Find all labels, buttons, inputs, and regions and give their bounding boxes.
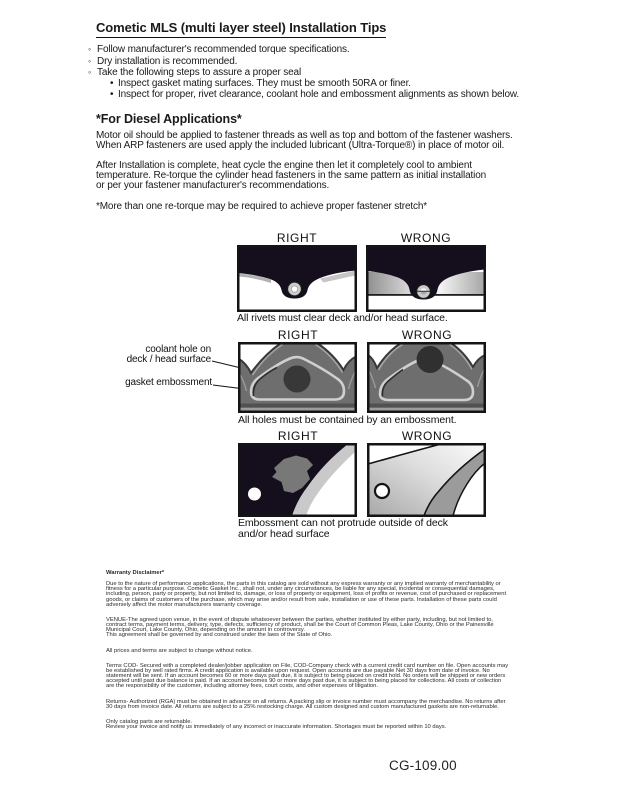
label-line: coolant hole on bbox=[145, 344, 211, 355]
filled-bullet-icon: • bbox=[110, 78, 114, 90]
warranty-line: including, person, party or property, but not limited to, damage, or loss of property or equipment, loss of profits or revenue, cost of purchased or replacement bbox=[106, 591, 507, 598]
warranty-line: Due to the nature of performance applications, the parts in this catalog are sold without any express warranty or any implied warranty of merchantability or bbox=[106, 581, 501, 588]
warranty-paragraph bbox=[106, 664, 530, 690]
right-label: RIGHT bbox=[276, 231, 318, 245]
warranty-line: be established by well rated firms. A credit application is available upon request. Open accounts are due payable Net 30 days from date of invoice. No bbox=[106, 667, 490, 674]
label-line: gasket embossment bbox=[125, 377, 212, 388]
wrong-label: WRONG bbox=[400, 231, 452, 245]
list-item-text: Inspect for proper, rivet clearance, coolant hole and embossment alignments as shown below. bbox=[118, 88, 520, 100]
paragraph bbox=[96, 202, 513, 212]
protrusion-wrong-diagram bbox=[367, 443, 486, 517]
rivet-right-svg bbox=[237, 245, 357, 312]
rivet-right-diagram bbox=[237, 245, 357, 312]
open-bullet-icon: ◦ bbox=[88, 44, 92, 54]
warranty-paragraph bbox=[106, 618, 530, 639]
warranty-line: Review your invoice and notify us immediately of any incorrect or inaccurate information. Shortages must be reported within 10 days. bbox=[106, 723, 447, 730]
paragraph-line: *More than one re-torque may be required to achieve proper fastener stretch* bbox=[96, 200, 428, 212]
warranty-line: All prices and terms are subject to change without notice. bbox=[106, 647, 253, 654]
protrusion-right-diagram bbox=[238, 443, 357, 517]
embossment-right-diagram bbox=[238, 342, 357, 413]
diagram-caption: All rivets must clear deck and/or head surface. bbox=[237, 312, 448, 324]
coolant-hole bbox=[417, 346, 444, 373]
sub-list-item bbox=[110, 90, 519, 101]
page-title-text: Cometic MLS (multi layer steel) Installation Tips bbox=[96, 20, 386, 38]
warranty-heading: Warranty Disclaimer* bbox=[106, 570, 165, 576]
paragraph-line: When ARP fasteners are used apply the included lubricant (Ultra-Torque®) in place of motor oil. bbox=[96, 140, 505, 152]
rivet-wrong-svg bbox=[366, 245, 486, 312]
warranty-disclaimer bbox=[106, 571, 530, 740]
warranty-line: fitness for a particular purpose. Cometic Gasket Inc., shall not, under any circumstances, be liable for any special, incidental or consequential damages, bbox=[106, 586, 495, 593]
open-bullet-icon: ◦ bbox=[88, 55, 92, 66]
bolt-hole bbox=[248, 488, 261, 501]
right-label: RIGHT bbox=[277, 429, 319, 443]
warranty-paragraph bbox=[106, 720, 530, 730]
warranty-paragraph bbox=[106, 582, 530, 608]
rivet-wrong-diagram bbox=[366, 245, 486, 312]
paragraph-line: temperature. Re-torque the cylinder head fasteners in the same pattern as initial installation bbox=[96, 170, 487, 182]
paragraph-line: Motor oil should be applied to fastener threads as well as top and bottom of the fastener washers. bbox=[96, 130, 513, 142]
section-heading: *For Diesel Applications* bbox=[96, 112, 242, 126]
warranty-line: Terms COD- Secured with a completed dealer/jobber application on File, COD-Company check with a current credit card number on file. Open accounts may bbox=[106, 662, 509, 669]
coolant-hole bbox=[284, 366, 311, 393]
diagram-caption: All holes must be contained by an embossment. bbox=[238, 414, 457, 426]
warranty-line: contract terms, payment terms, delivery, type, defects, sufficiency of product, shall be the Court of Common Pleas, Lake County, Ohio or the Painesville bbox=[106, 622, 494, 629]
protrusion-right-svg bbox=[238, 443, 357, 517]
filled-bullet-icon: • bbox=[110, 88, 114, 100]
list-item-text: Take the following steps to assure a proper seal bbox=[97, 67, 302, 79]
paragraph-line: After Installation is complete, heat cycle the engine then let it completely cool to ambient bbox=[96, 160, 472, 172]
paragraph-line: or per your fastener manufacturer's recommendations. bbox=[96, 180, 330, 192]
bolt-hole bbox=[375, 484, 389, 498]
warranty-line: This agreement shall be governed by and construed under the laws of the State of Ohio. bbox=[106, 632, 333, 639]
warranty-line: Only catalog parts are returnable. bbox=[106, 718, 193, 725]
warranty-line: 30 days from invoice date. All returns are subject to a 25% restocking charge. All custom designed and custom manufactured gaskets are non-returnable. bbox=[106, 703, 499, 710]
embossment-wrong-diagram bbox=[367, 342, 486, 413]
installation-tips-list bbox=[88, 44, 519, 101]
right-label: RIGHT bbox=[277, 328, 319, 342]
embossment-wrong-svg bbox=[367, 342, 486, 413]
paragraph bbox=[96, 131, 513, 151]
list-item bbox=[88, 56, 519, 68]
diesel-section bbox=[96, 114, 513, 222]
paragraph bbox=[96, 161, 513, 191]
document-code: CG-109.00 bbox=[389, 758, 457, 773]
diagram-caption bbox=[238, 518, 448, 540]
label-line: deck / head surface bbox=[126, 354, 211, 366]
warranty-paragraph bbox=[106, 700, 530, 710]
caption-line: and/or head surface bbox=[238, 528, 330, 540]
list-item-text: Inspect gasket mating surfaces. They must be smooth 50RA or finer. bbox=[118, 78, 411, 90]
warranty-line: VENUE-The agreed upon venue, in the event of dispute whatsoever between the parties, whether instituted by either party, including, but not limited to, bbox=[106, 616, 493, 623]
warranty-paragraph bbox=[106, 649, 530, 654]
warranty-line: goods, or claims of customers of the purchase, which may arise and/or result from sale, installation or use of these parts. Installation of these parts could bbox=[106, 596, 497, 603]
page-title bbox=[96, 20, 386, 38]
warranty-line: Municipal Court, Lake County, Ohio, depending on the amount in controversy. bbox=[106, 627, 305, 634]
warranty-line: adversely affect the motor manufacturers warranty coverage. bbox=[106, 601, 263, 608]
list-item-text: Follow manufacturer's recommended torque specifications. bbox=[97, 44, 350, 55]
caption-line: Embossment can not protrude outside of deck bbox=[238, 517, 448, 529]
wrong-label: WRONG bbox=[401, 328, 453, 342]
wrong-label: WRONG bbox=[401, 429, 453, 443]
open-bullet-icon: ◦ bbox=[88, 67, 92, 78]
protrusion-wrong-svg bbox=[367, 443, 486, 517]
warranty-line: are the responsibility of the customer, including attorney fees, court costs, and other expenses of litigation. bbox=[106, 683, 378, 690]
list-item bbox=[88, 44, 519, 56]
embossment-right-svg bbox=[238, 342, 357, 413]
warranty-line: Returns- Authorized (RGA) must be obtained in advance on all returns. A packing slip or invoice number must accompany the merchandise. No returns after bbox=[106, 698, 506, 705]
warranty-line: statement will be sent. If an account becomes 60 or more days past due, it is subject to being placed on credit hold. No orders will be shipped or new orders bbox=[106, 673, 506, 680]
list-item-text: Dry installation is recommended. bbox=[97, 55, 238, 67]
warranty-line: accepted until past due balance is paid. If an account becomes 90 or more days past due, it is subject to being placed for collections. All costs of collection bbox=[106, 678, 502, 685]
